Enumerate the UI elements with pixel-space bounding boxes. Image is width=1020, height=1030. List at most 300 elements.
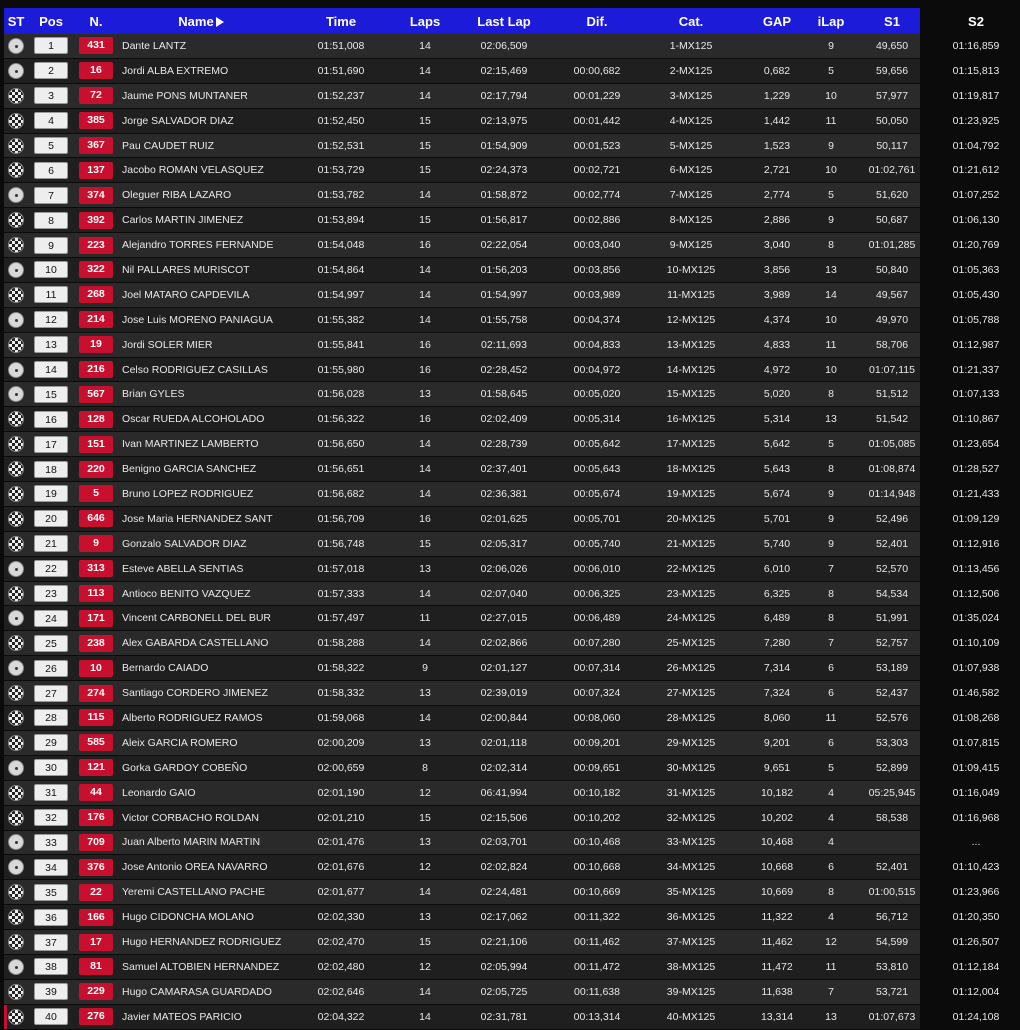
table-row[interactable] [4,283,1000,308]
number-cell [74,585,118,602]
number-cell [74,909,118,926]
status-cell [4,859,28,875]
category: 20-MX125 [666,512,716,525]
number-cell [74,286,118,303]
sector-1: 01:02,761 [868,164,916,177]
sector-1: 01:07,115 [869,363,915,376]
table-row[interactable] [4,109,1000,134]
position-badge: 2 [34,62,68,79]
gap: 5,642 [763,438,791,451]
ilap: 9 [828,487,834,500]
header-name[interactable] [118,14,284,29]
sector-2: 01:12,004 [952,985,1000,998]
laps-count: 9 [422,662,428,675]
difference: 00:04,833 [573,338,621,351]
sector-1: 52,899 [875,761,909,774]
number-cell [74,461,118,478]
ilap: 6 [828,662,834,675]
rider-name: Nil PALLARES MURISCOT [122,263,250,276]
gap: 5,314 [763,413,791,426]
number-cell [74,187,118,204]
category: 24-MX125 [666,612,716,625]
gap: 5,674 [763,487,791,500]
gap: 10,669 [760,886,794,899]
best-time: 01:51,008 [317,39,365,52]
laps-count: 14 [419,463,431,476]
laps-count: 14 [419,1010,431,1023]
laps-count: 15 [419,214,431,227]
gap: 5,740 [763,537,791,550]
table-row[interactable] [4,308,1000,333]
number-cell [74,87,118,104]
status-cell [4,785,28,801]
rider-number-badge: 567 [79,386,113,403]
ilap: 9 [828,537,834,550]
category: 26-MX125 [666,662,716,675]
table-row[interactable] [4,806,1000,831]
position-cell [28,485,74,502]
ilap: 9 [828,39,834,52]
ilap: 4 [828,911,834,924]
header-dif[interactable]: Dif. [586,13,608,29]
laps-count: 16 [419,413,431,426]
table-row[interactable] [4,382,1000,407]
table-row[interactable] [4,482,1000,507]
rider-name: Oleguer RIBA LAZARO [122,189,232,202]
rider-number-badge: 376 [79,859,113,876]
gap: 2,721 [763,164,791,177]
gap: 7,324 [763,687,791,700]
table-row[interactable] [4,532,1000,557]
sector-2: 01:07,938 [952,662,1000,675]
rider-number-badge: 113 [79,585,113,602]
dot-icon [8,760,24,776]
position-badge: 27 [34,685,68,702]
position-badge: 1 [34,37,68,54]
table-row[interactable] [4,631,1000,656]
sector-2: 01:12,184 [952,960,1000,973]
last-lap-time: 01:54,909 [480,139,528,152]
table-row[interactable] [4,756,1000,781]
header-s1[interactable]: S1 [884,13,900,29]
gap: 4,833 [763,338,791,351]
position-cell [28,37,74,54]
header-laps[interactable]: Laps [409,13,441,29]
best-time: 01:55,841 [317,338,365,351]
difference: 00:10,468 [573,836,621,849]
dot-icon [8,859,24,875]
ilap: 7 [828,637,834,650]
sector-2: 01:46,582 [952,687,1000,700]
table-row[interactable] [4,1005,1000,1030]
position-cell [28,212,74,229]
table-row[interactable] [4,656,1000,681]
number-cell [74,784,118,801]
header-st[interactable]: ST [7,13,25,29]
difference: 00:05,740 [573,537,621,550]
status-cell [4,834,28,850]
dot-icon [8,262,24,278]
dot-icon [8,187,24,203]
table-row[interactable] [4,134,1000,159]
table-row[interactable] [4,980,1000,1005]
last-lap-time: 02:06,509 [480,39,528,52]
header-gap[interactable]: GAP [762,13,792,29]
last-lap-time: 02:37,401 [480,463,528,476]
sector-2: 01:12,506 [952,587,1000,600]
laps-count: 12 [419,786,431,799]
ilap: 8 [828,612,834,625]
table-row[interactable] [4,457,1000,482]
position-cell [28,560,74,577]
gap: 5,701 [763,512,791,525]
difference: 00:06,489 [573,612,621,625]
last-lap-time: 02:17,062 [480,911,528,924]
ilap: 8 [828,587,834,600]
table-body [4,34,1000,1030]
laps-count: 16 [419,338,431,351]
ilap: 9 [828,139,834,152]
table-row[interactable] [4,905,1000,930]
sector-1: 50,117 [876,139,908,152]
sector-2: 01:20,769 [952,239,1000,252]
sector-2: 01:06,130 [952,214,1000,227]
position-cell [28,709,74,726]
position-cell [28,162,74,179]
category: 22-MX125 [666,562,716,575]
last-lap-time: 02:31,781 [480,1010,528,1023]
position-cell [28,461,74,478]
gap: 5,020 [763,388,791,401]
table-row[interactable] [4,582,1000,607]
checkered-flag-icon [8,461,24,477]
table-row[interactable] [4,681,1000,706]
checkered-flag-icon [8,436,24,452]
sector-2: 01:21,337 [952,363,1000,376]
sector-1: 01:14,948 [868,487,916,500]
last-lap-time: 02:11,693 [481,338,527,351]
rider-name: Jose Luis MORENO PANIAGUA [122,313,273,326]
gap: 11,638 [761,985,793,998]
last-lap-time: 01:54,997 [480,288,528,301]
table-row[interactable] [4,258,1000,283]
table-row[interactable] [4,606,1000,631]
checkered-flag-icon [8,113,24,129]
dot-icon [8,959,24,975]
laps-count: 15 [419,811,431,824]
number-cell [74,311,118,328]
position-badge: 12 [34,311,68,328]
rider-name: Alex GABARDA CASTELLANO [122,637,269,650]
laps-count: 14 [419,438,431,451]
sector-2: 01:20,350 [952,911,1000,924]
status-cell [4,237,28,253]
last-lap-time: 02:02,314 [480,761,528,774]
difference: 00:01,442 [573,114,621,127]
dot-icon [8,38,24,54]
rider-name: Carlos MARTIN JIMENEZ [122,214,244,227]
last-lap-time: 02:17,794 [480,89,528,102]
gap: 8,060 [763,711,791,724]
number-cell [74,809,118,826]
table-row[interactable] [4,930,1000,955]
ilap: 5 [828,64,834,77]
category: 19-MX125 [666,487,716,500]
ilap: 11 [825,711,837,724]
rider-number-badge: 128 [79,411,113,428]
sector-1: 52,437 [875,687,909,700]
rider-name: Brian GYLES [122,388,185,401]
rider-number-badge: 5 [79,485,113,502]
sector-2: 01:23,966 [952,886,1000,899]
rider-number-badge: 268 [79,286,113,303]
category: 34-MX125 [666,861,716,874]
number-cell [74,834,118,851]
sector-1: 56,712 [875,911,909,924]
last-lap-time: 01:58,645 [480,388,528,401]
status-cell [4,660,28,676]
sector-2: 01:24,108 [952,1010,1000,1023]
header-ilap[interactable]: iLap [817,13,845,29]
last-lap-time: 02:01,127 [480,662,528,675]
category: 29-MX125 [666,736,716,749]
rider-number-badge: 274 [79,685,113,702]
number-cell [74,759,118,776]
header-number[interactable]: N. [89,13,103,29]
best-time: 02:01,677 [317,886,365,899]
difference: 00:05,020 [573,388,621,401]
sector-2: 01:05,430 [952,288,1000,301]
position-cell [28,834,74,851]
header-pos[interactable]: Pos [39,13,63,29]
table-row[interactable] [4,208,1000,233]
header-cat[interactable]: Cat. [678,13,704,29]
position-badge: 18 [34,461,68,478]
sector-2: 01:15,813 [952,64,1000,77]
ilap: 11 [825,960,837,973]
difference: 00:13,314 [573,1010,621,1023]
best-time: 01:53,894 [317,214,365,227]
number-cell [74,386,118,403]
category: 33-MX125 [666,836,716,849]
table-row[interactable] [4,432,1000,457]
best-time: 02:01,210 [317,811,365,824]
table-row[interactable] [4,831,981,856]
number-cell [74,261,118,278]
checkered-flag-icon [8,337,24,353]
best-time: 01:52,237 [317,89,365,102]
difference: 00:10,182 [573,786,621,799]
laps-count: 14 [419,711,431,724]
position-badge: 36 [34,909,68,926]
rider-number-badge: 44 [79,784,113,801]
last-lap-time: 02:02,409 [480,413,528,426]
best-time: 01:59,068 [317,711,365,724]
difference: 00:07,324 [573,687,621,700]
last-lap-time: 02:21,106 [480,936,528,948]
best-time: 01:57,333 [317,587,365,600]
difference: 00:03,856 [573,263,621,276]
ilap: 8 [828,463,834,476]
gap: 9,201 [763,736,791,749]
ilap: 9 [828,214,834,227]
position-cell [28,585,74,602]
category: 7-MX125 [669,189,713,202]
best-time: 02:02,480 [317,960,365,973]
best-time: 01:56,651 [317,463,365,476]
checkered-flag-icon [8,635,24,651]
rider-number-badge: 121 [79,759,113,776]
table-row[interactable] [4,557,1000,582]
rider-name: Jordi ALBA EXTREMO [122,64,229,77]
best-time: 01:52,450 [317,114,365,127]
number-cell [74,709,118,726]
ilap: 6 [828,736,834,749]
gap: 3,856 [763,263,791,276]
sector-1: 54,599 [875,936,909,948]
position-cell [28,436,74,453]
ilap: 10 [825,164,837,177]
position-badge: 15 [34,386,68,403]
last-lap-time: 02:06,026 [480,562,528,575]
sector-2: 01:28,527 [952,463,1000,476]
number-cell [74,859,118,876]
checkered-flag-icon [8,685,24,701]
difference: 00:11,638 [574,985,620,998]
number-cell [74,734,118,751]
table-row[interactable] [4,407,1000,432]
position-cell [28,859,74,876]
position-badge: 19 [34,485,68,502]
position-cell [28,958,74,975]
gap: 6,489 [763,612,791,625]
category: 9-MX125 [669,239,713,252]
table-row[interactable] [4,158,1000,183]
status-cell [4,810,28,826]
ilap: 9 [828,512,834,525]
best-time: 02:01,676 [317,861,365,874]
status-cell [4,287,28,303]
table-row[interactable] [4,955,1000,980]
table-row[interactable] [4,183,1000,208]
table-row[interactable] [4,880,1000,905]
header-s2[interactable]: S2 [968,13,984,29]
last-lap-time: 06:41,994 [480,786,528,799]
table-row[interactable] [4,706,1000,731]
rider-number-badge: 115 [79,709,113,726]
position-badge: 6 [34,162,68,179]
status-cell [4,63,28,79]
table-row[interactable] [4,731,1000,756]
sector-1: 49,650 [875,39,909,52]
position-cell [28,286,74,303]
table-row[interactable] [4,855,1000,880]
sector-2: 01:21,433 [952,487,1000,500]
sector-2: 01:07,133 [952,388,1000,401]
category: 15-MX125 [666,388,716,401]
rider-number-badge: 229 [79,983,113,1000]
table-row[interactable] [4,59,1000,84]
category: 10-MX125 [666,263,716,276]
position-badge: 4 [34,112,68,129]
best-time: 01:54,997 [317,288,365,301]
status-cell [4,38,28,54]
checkered-flag-icon [8,984,24,1000]
rider-number-badge: 392 [79,212,113,229]
laps-count: 16 [419,239,431,252]
rider-number-badge: 220 [79,461,113,478]
status-cell [4,187,28,203]
rider-name: Pau CAUDET RUIZ [122,139,214,152]
rider-name: Benigno GARCIA SANCHEZ [122,463,257,476]
position-badge: 34 [34,859,68,876]
table-row[interactable] [4,34,1000,59]
rider-name: Jose Maria HERNANDEZ SANT [122,512,273,525]
number-cell [74,1008,118,1025]
difference: 00:01,229 [573,89,621,102]
last-lap-time: 02:02,824 [480,861,528,874]
sector-1: 54,534 [875,587,909,600]
difference: 00:09,651 [573,761,621,774]
dot-icon [8,386,24,402]
table-row[interactable] [4,358,1000,383]
position-cell [28,137,74,154]
number-cell [74,411,118,428]
status-cell [4,735,28,751]
table-row[interactable] [4,333,1000,358]
status-cell [4,934,28,950]
position-cell [28,759,74,776]
last-lap-time: 02:22,054 [480,239,528,252]
rider-name: Bruno LOPEZ RODRIGUEZ [122,487,254,500]
rider-number-badge: 17 [79,934,113,951]
laps-count: 12 [419,861,431,874]
sector-2: 01:19,817 [952,89,1000,102]
number-cell [74,510,118,527]
header-time[interactable]: Time [325,13,357,29]
rider-name: Samuel ALTOBIEN HERNANDEZ [122,960,280,973]
laps-count: 8 [422,761,428,774]
last-lap-time: 01:56,203 [480,263,528,276]
table-row[interactable] [4,507,1000,532]
header-last-lap[interactable]: Last Lap [477,13,531,29]
category: 6-MX125 [669,164,713,177]
sector-1: 58,706 [875,338,909,351]
table-row[interactable] [4,84,1000,109]
position-badge: 22 [34,560,68,577]
status-cell [4,312,28,328]
gap: 6,010 [763,562,791,575]
sector-1: 52,401 [875,861,909,874]
rider-number-badge: 171 [79,610,113,627]
category: 37-MX125 [666,936,716,948]
position-cell [28,237,74,254]
laps-count: 14 [419,985,431,998]
last-lap-time: 02:05,725 [480,985,528,998]
gap: 9,651 [763,761,791,774]
laps-count: 12 [419,960,431,973]
gap: 11,322 [761,911,793,924]
table-row[interactable] [4,233,1000,258]
sector-1: 52,570 [875,562,909,575]
position-badge: 8 [34,212,68,229]
position-badge: 10 [34,261,68,278]
best-time: 01:56,028 [317,388,365,401]
category: 30-MX125 [666,761,716,774]
sector-1: 51,620 [875,189,909,202]
best-time: 01:58,322 [317,662,365,675]
table-row[interactable] [4,781,1000,806]
